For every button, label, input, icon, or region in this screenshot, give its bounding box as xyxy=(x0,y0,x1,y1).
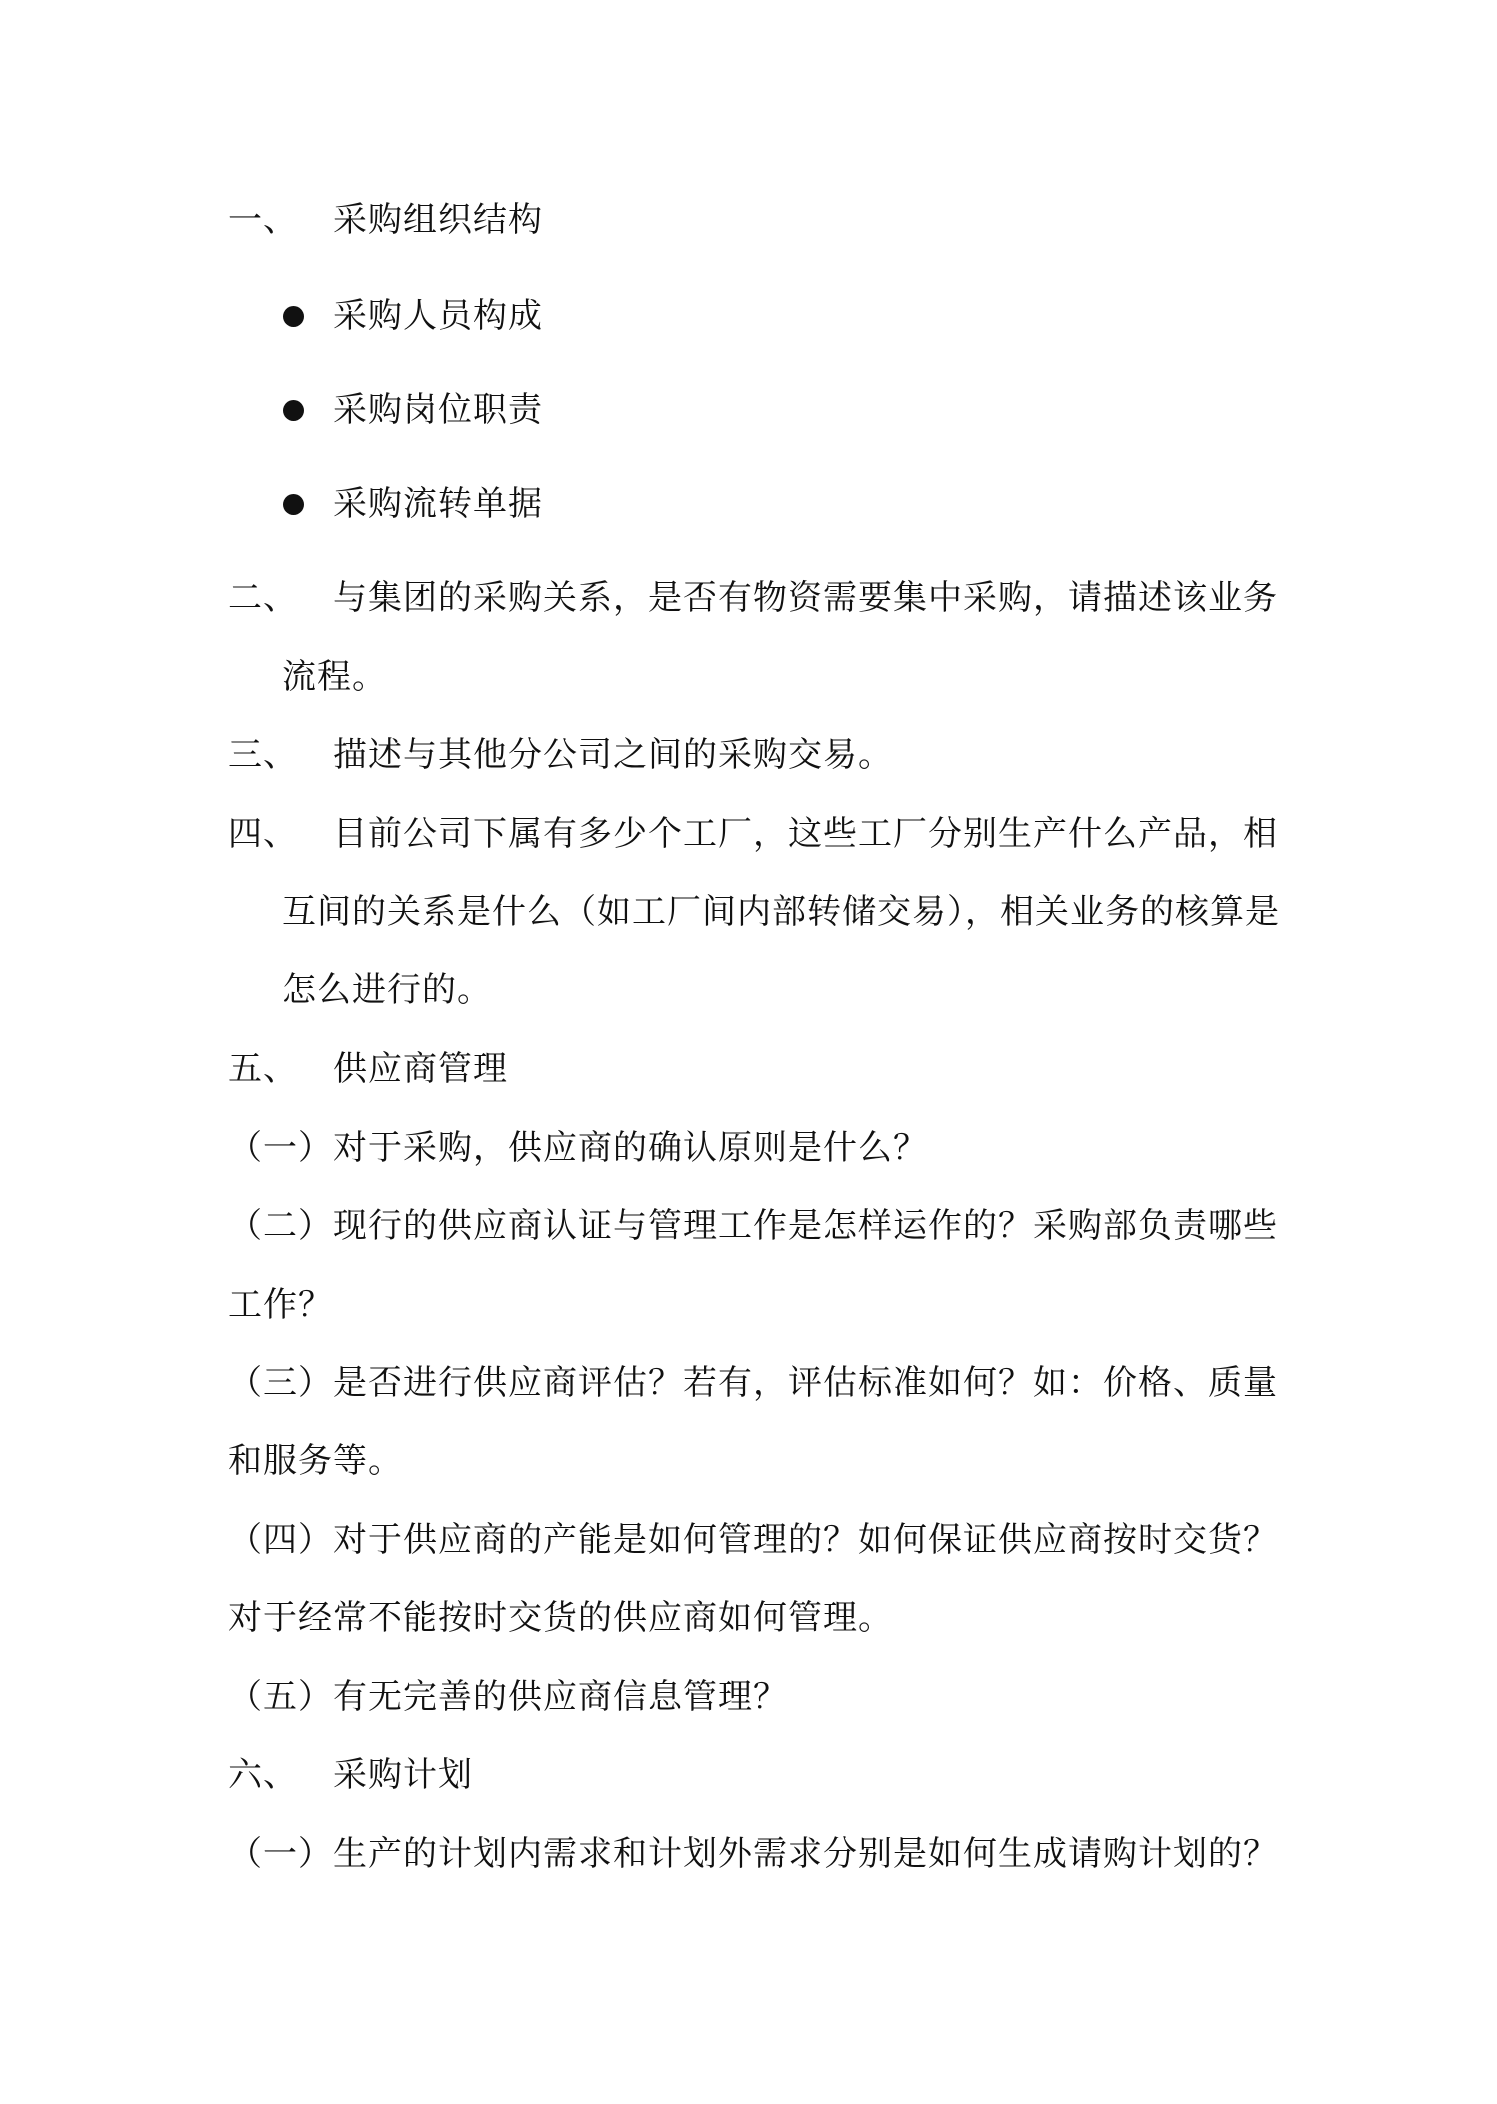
section-paragraph-line: 与集团的采购关系，是否有物资需要集中采购，请描述该业务 xyxy=(333,578,1278,618)
section-paragraph-line: 目前公司下属有多少个工厂，这些工厂分别生产什么产品，相 xyxy=(333,814,1278,854)
sub-item-line: 和服务等。 xyxy=(228,1441,403,1481)
section-paragraph-line: 描述与其他分公司之间的采购交易。 xyxy=(333,735,893,775)
sub-item-line: （一）生产的计划内需求和计划外需求分别是如何生成请购计划的？ xyxy=(228,1834,1278,1874)
section-heading: 采购组织结构 xyxy=(333,200,543,240)
section-number: 三、 xyxy=(228,735,298,775)
section-paragraph-line: 怎么进行的。 xyxy=(282,970,492,1010)
sub-item-line: 对于经常不能按时交货的供应商如何管理。 xyxy=(228,1598,893,1638)
bullet-dot xyxy=(283,306,304,327)
sub-item-line: （一）对于采购，供应商的确认原则是什么？ xyxy=(228,1128,928,1168)
sub-item-line: （四）对于供应商的产能是如何管理的？如何保证供应商按时交货？ xyxy=(228,1520,1278,1560)
sub-item-line: （五）有无完善的供应商信息管理？ xyxy=(228,1677,788,1717)
section-number: 二、 xyxy=(228,578,298,618)
bullet-item: 采购人员构成 xyxy=(333,296,543,336)
sub-item-line: 工作？ xyxy=(228,1285,333,1325)
section-number: 一、 xyxy=(228,200,298,240)
section-number: 六、 xyxy=(228,1755,298,1795)
section-number: 五、 xyxy=(228,1049,298,1089)
section-heading: 采购计划 xyxy=(333,1755,473,1795)
sub-item-line: （三）是否进行供应商评估？若有，评估标准如何？如：价格、质量 xyxy=(228,1363,1278,1403)
bullet-item: 采购流转单据 xyxy=(333,484,543,524)
sub-item-line: （二）现行的供应商认证与管理工作是怎样运作的？采购部负责哪些 xyxy=(228,1206,1278,1246)
section-heading: 供应商管理 xyxy=(333,1049,508,1089)
bullet-dot xyxy=(283,494,304,515)
section-paragraph-line: 互间的关系是什么（如工厂间内部转储交易），相关业务的核算是 xyxy=(282,892,1280,932)
section-paragraph-line: 流程。 xyxy=(282,657,387,697)
bullet-item: 采购岗位职责 xyxy=(333,390,543,430)
section-number: 四、 xyxy=(228,814,298,854)
bullet-dot xyxy=(283,400,304,421)
